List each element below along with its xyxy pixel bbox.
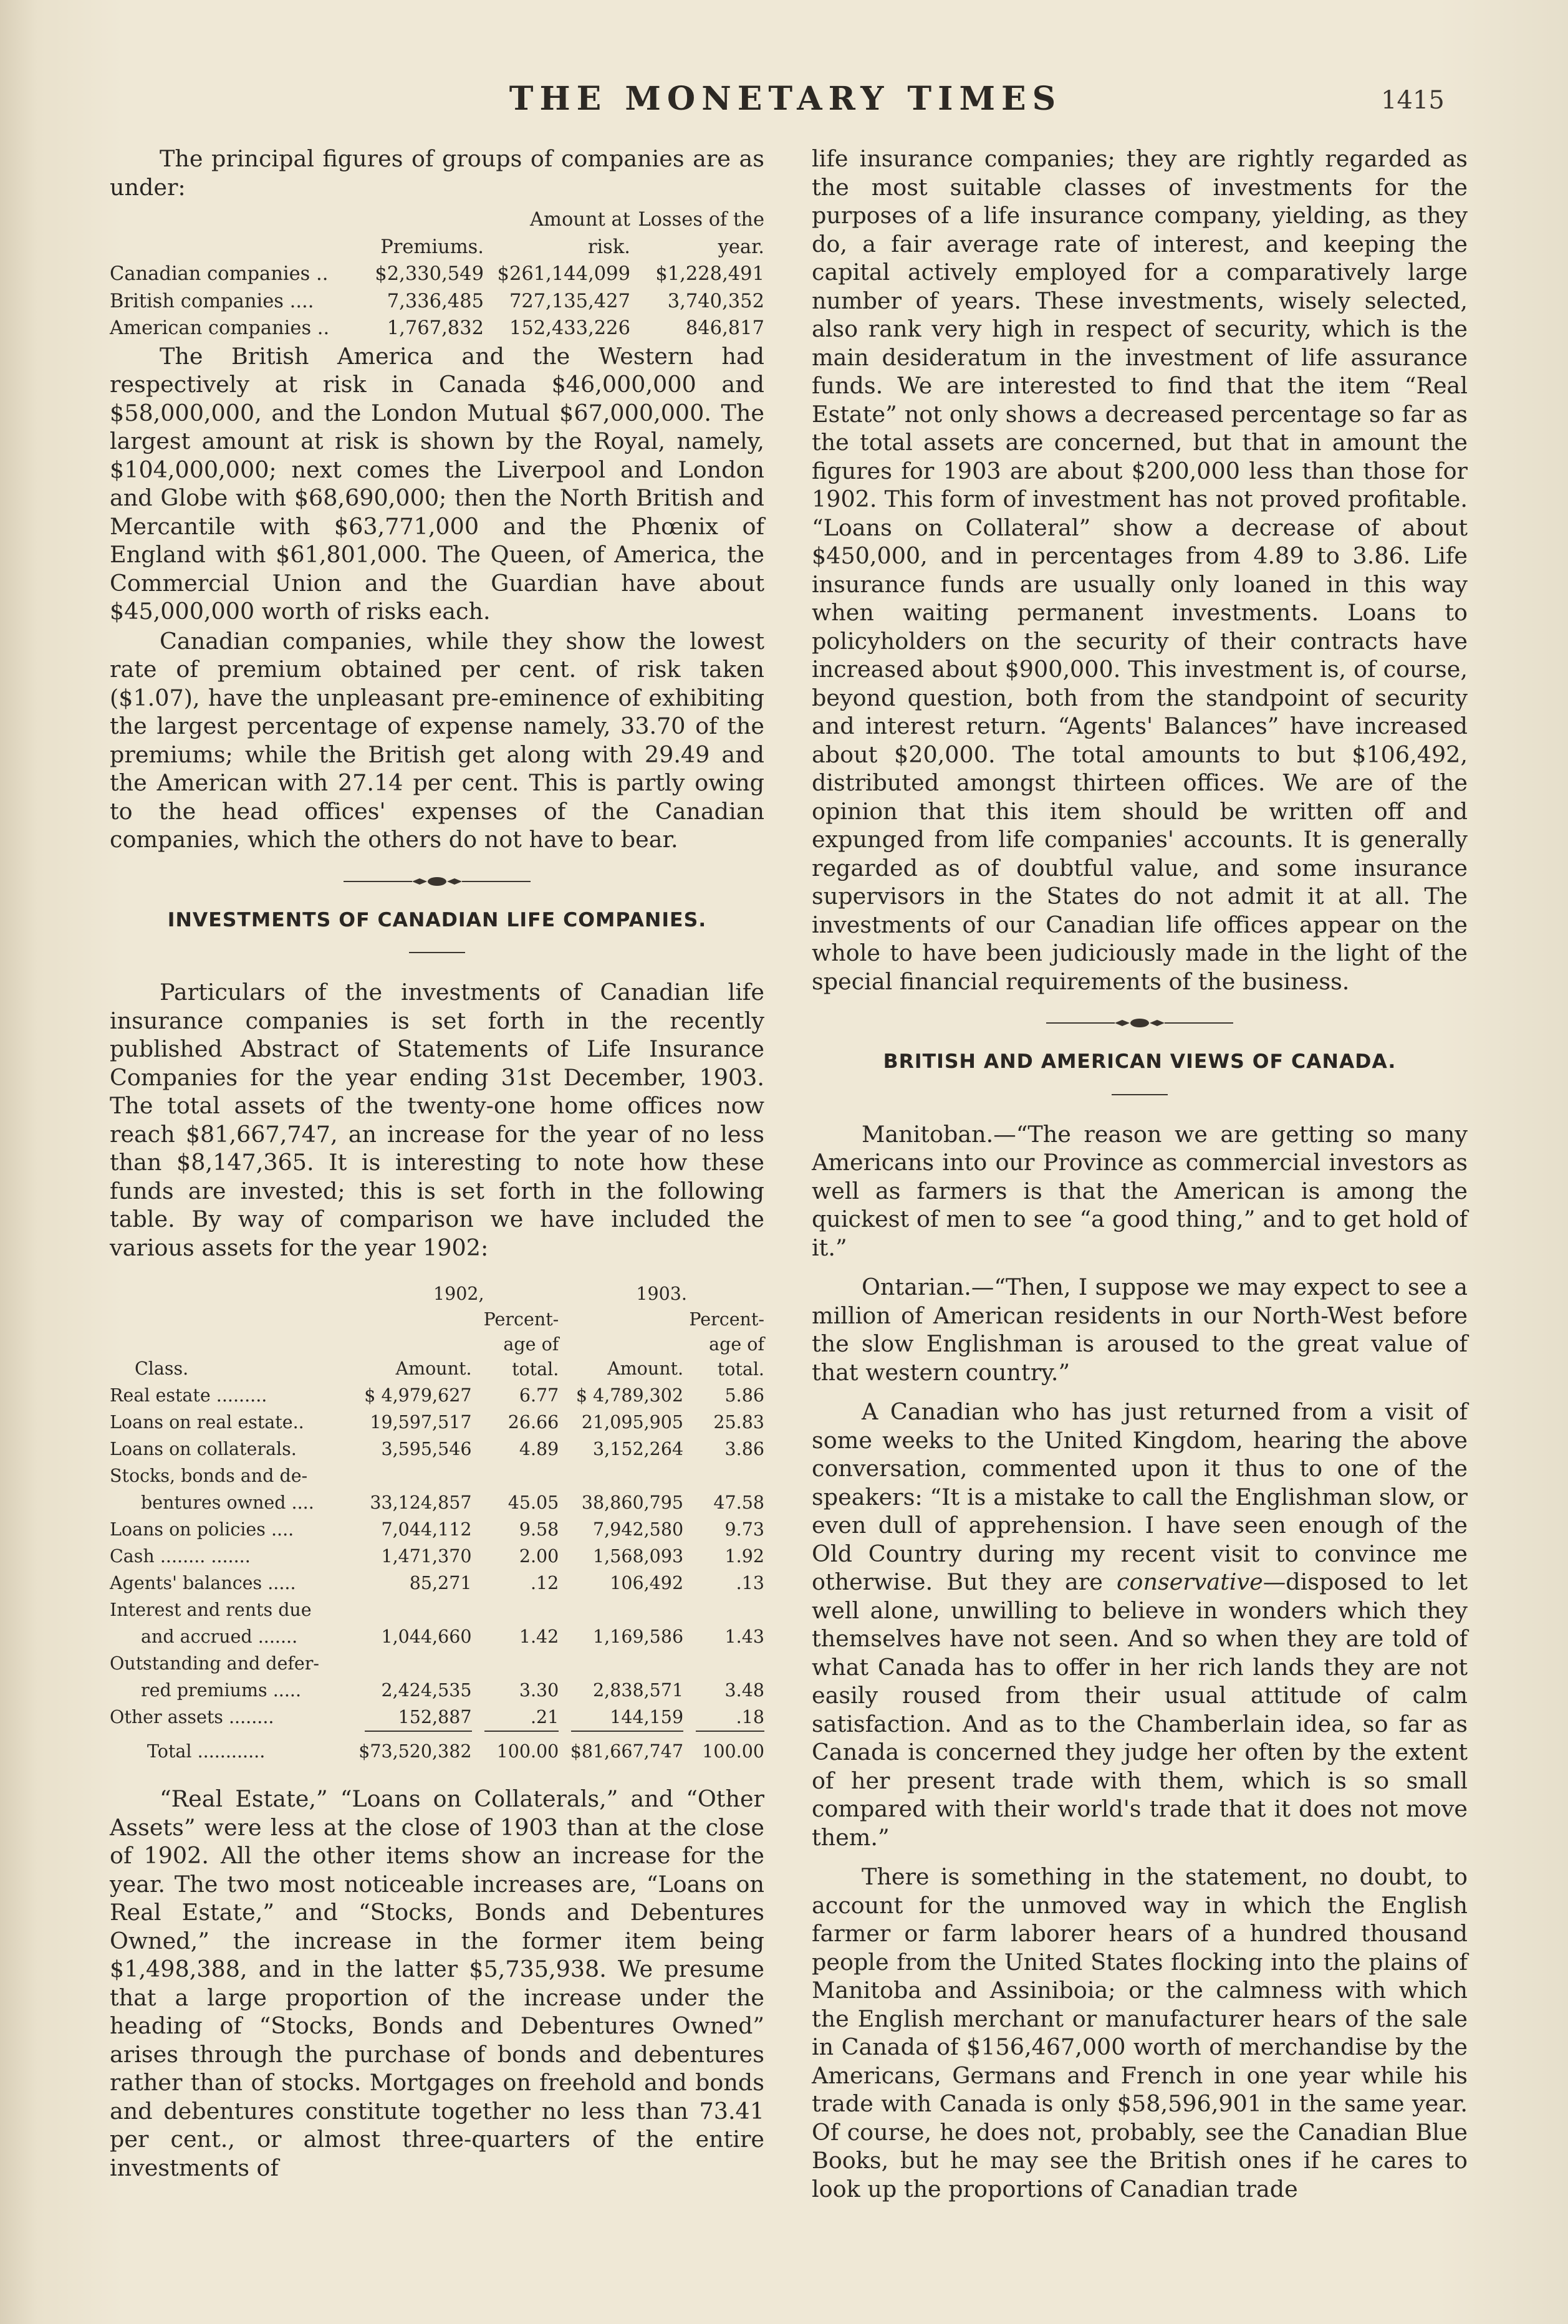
row-percent-1903: 47.58 — [713, 1492, 764, 1513]
row-premiums: $2,330,549 — [375, 263, 484, 285]
percent-label-line: age of — [503, 1334, 559, 1355]
row-amount-1902: 3,595,546 — [381, 1439, 472, 1459]
page-number: 1415 — [1381, 86, 1445, 115]
year-1902: 1902, — [433, 1284, 484, 1304]
row-amount: 152,433,226 — [509, 317, 630, 339]
row-percent-1903: .18 — [736, 1707, 764, 1727]
total-percent-1902: 100.00 — [496, 1741, 559, 1762]
emphasis-text: conservative — [1117, 1568, 1263, 1595]
row-amount-1903: 7,942,580 — [593, 1519, 684, 1540]
table-row-label-line — [110, 1462, 764, 1489]
percent-label-line: Percent- — [483, 1309, 559, 1330]
row-class-label: Loans on real estate.. — [110, 1412, 304, 1433]
row-amount: $261,144,099 — [497, 263, 630, 285]
percent-header-1902 — [472, 1307, 559, 1382]
percent-label-line: age of — [709, 1334, 764, 1355]
groups-header-premiums: Premiums. — [380, 236, 484, 258]
row-amount-1903: 3,152,264 — [593, 1439, 684, 1459]
publication-title: THE MONETARY TIMES — [509, 80, 1062, 118]
row-amount-1902: 85,271 — [409, 1573, 472, 1593]
row-premiums: 7,336,485 — [387, 290, 484, 312]
row-label: Canadian companies .. — [110, 263, 329, 285]
row-amount-1902: 1,471,370 — [381, 1546, 472, 1567]
row-percent-1903: .13 — [736, 1573, 764, 1593]
table-row — [110, 1382, 764, 1409]
table-row — [110, 1489, 764, 1516]
row-amount-1902: 33,124,857 — [370, 1492, 472, 1513]
row-amount-1903: 38,860,795 — [581, 1492, 684, 1513]
percent-label-line: Percent- — [689, 1309, 764, 1330]
groups-header-losses: Losses of the year. — [638, 209, 764, 258]
paragraph: The British America and the Western had respectively at risk in Canada $46,000,000 and $58,000,000, and the London Mutual $67,000,000. The largest amount at risk is shown by the Royal, namely, $104,000,000; next comes the Liverpool and London and Globe with $68,690,000; then the North British and Mercantile with $63,771,000 and the Phœnix of England with $61,801,000. The Queen, of America, the Commercial Union and the Guardian have about $45,000,000 worth of risks each. — [110, 342, 764, 625]
row-class-label: red premiums ..... — [141, 1680, 302, 1701]
row-amount-1902: $ 4,979,627 — [364, 1385, 472, 1406]
text-run: —disposed to let well alone, unwilling to believe in wonders which they themselves have not seen. And so when they are told of what Canada has to offer in her rich lands they are not easily roused from their usual attitude of calm satisfaction. And as to the Chamberlain idea, so far as Canada is concerned they judge her often by the extent of her present trade with them, which is so small compared with their world's trade that it does not move them.” — [812, 1568, 1468, 1851]
row-class-label: and accrued ....... — [141, 1626, 298, 1647]
amount-header-1903: Amount. — [607, 1358, 684, 1379]
total-row — [110, 1738, 764, 1765]
table-row — [110, 261, 764, 288]
table-row — [110, 1516, 764, 1543]
row-class-label: Interest and rents due — [110, 1600, 312, 1620]
row-percent-1902: 26.66 — [507, 1412, 559, 1433]
row-amount-1903: 21,095,905 — [581, 1412, 684, 1433]
paragraph: Ontarian.—“Then, I suppose we may expect to see a million of American residents in our North-West before the slow Englishman is aroused to the great value of that western country.” — [812, 1274, 1468, 1386]
percent-label-line: total. — [717, 1359, 764, 1380]
row-percent-1902: 1.42 — [519, 1626, 559, 1647]
table-row — [110, 1704, 764, 1731]
total-amount-1902: $73,520,382 — [358, 1741, 472, 1762]
row-percent-1902: 9.58 — [519, 1519, 559, 1540]
row-percent-1903: 25.83 — [713, 1412, 764, 1433]
paragraph: Manitoban.—“The reason we are getting so many Americans into our Province as commercial investors as well as farmers is that the American is among the quickest of men to see “a good thing,” and to get hold of it.” — [812, 1120, 1468, 1261]
row-amount-1903: 2,838,571 — [593, 1680, 684, 1701]
table-row — [110, 315, 764, 342]
section-heading: BRITISH AND AMERICAN VIEWS OF CANADA. — [883, 1050, 1397, 1073]
row-amount: 727,135,427 — [509, 290, 630, 312]
ornament-divider — [1046, 1017, 1233, 1029]
row-percent-1903: 9.73 — [724, 1519, 764, 1540]
row-class-label: Other assets ........ — [110, 1707, 274, 1727]
row-amount-1903: 1,169,586 — [593, 1626, 684, 1647]
row-percent-1902: .21 — [530, 1707, 559, 1727]
row-amount-1903: 144,159 — [610, 1707, 684, 1727]
total-amount-1903: $81,667,747 — [570, 1741, 684, 1762]
row-class-label: Real estate ......... — [110, 1385, 267, 1406]
assets-year-row — [110, 1280, 764, 1307]
groups-header-amount: Amount at risk. — [530, 209, 630, 258]
row-amount-1902: 152,887 — [398, 1707, 472, 1727]
table-row — [110, 1436, 764, 1462]
paragraph: life insurance companies; they are rightly regarded as the most suitable classes of investments for the purposes of a life insurance company, yielding, as they do, a fair average rate of interest, and keeping the capital actively employed for a comparatively large number of years. These investments, wisely selected, also rank very high in respect of security, which is the main desideratum in the investment of life assurance funds. We are interested to find that the item “Real Estate” not only shows a decreased percentage so far as the total assets are concerned, but that in amount the figures for 1903 are about $200,000 less than those for 1902. This form of investment has not proved profitable. “Loans on Collateral” show a decrease of about $450,000, and in percentages from 4.89 to 3.86. Life insurance funds are usually only loaned in this way when waiting permanent investments. Loans to policyholders on the security of their contracts have increased about $900,000. This investment is, of course, beyond question, both from the standpoint of security and interest return. “Agents' Balances” have increased about $20,000. The total amounts to but $106,492, distributed amongst thirteen offices. We are of the opinion that this item should be written off and expunged from life companies' accounts. It is generally regarded as of doubtful value, and some insurance supervisors in the States do not admit it at all. The investments of our Canadian life offices appear on the whole to have been judiciously made in the light of the special financial requirements of the business. — [812, 145, 1468, 995]
amount-header-1902: Amount. — [395, 1358, 472, 1379]
total-rule-row — [110, 1731, 764, 1738]
percent-header-1903 — [683, 1307, 764, 1382]
heading-rule — [409, 952, 465, 953]
table-row — [110, 1677, 764, 1704]
row-losses: 3,740,352 — [667, 290, 764, 312]
row-amount-1902: 2,424,535 — [381, 1680, 472, 1701]
assets-table — [110, 1280, 764, 1765]
table-row-label-line — [110, 1597, 764, 1623]
row-percent-1902: 2.00 — [519, 1546, 559, 1567]
paragraph: There is something in the statement, no doubt, to account for the unmoved way in which the English farmer or farm laborer hears of a hundred thousand people from the United States flocking into the plains of Manitoba and Assiniboia; or the calmness with which the English merchant or manufacturer hears of the sale in Canada of $156,467,000 worth of merchandise by the Americans, Germans and French in one year while his trade with Canada is only $58,596,901 in the same year. Of course, he does not, probably, see the Canadian Blue Books, but he may see the British ones if he cares to look up the proportions of Canadian trade — [812, 1863, 1468, 2202]
table-row — [110, 1543, 764, 1570]
row-class-label: Stocks, bonds and de- — [110, 1466, 308, 1486]
row-percent-1903: 1.43 — [724, 1626, 764, 1647]
row-class-label: Loans on policies .... — [110, 1519, 294, 1540]
row-amount-1902: 19,597,517 — [370, 1412, 472, 1433]
row-class-label: Loans on collaterals. — [110, 1439, 297, 1459]
text-run: A Canadian who has just returned from a visit of some weeks to the United Kingdom, hearing the above conversation, commented upon it thus to one of the speakers: “It is a mistake to call the Englishman slow, or even dull of apprehension. I have seen enough of the Old Country during my recent visit to convince me otherwise. But they are — [812, 1398, 1468, 1595]
table-row — [110, 1623, 764, 1650]
table-row — [110, 1409, 764, 1436]
row-class-label: Cash ........ ....... — [110, 1546, 251, 1567]
assets-table-body — [110, 1382, 764, 1731]
total-label: Total ............ — [147, 1741, 266, 1762]
row-losses: $1,228,491 — [655, 263, 764, 285]
row-amount-1902: 1,044,660 — [381, 1626, 472, 1647]
total-percent-1903: 100.00 — [702, 1741, 764, 1762]
table-row — [110, 1570, 764, 1597]
row-amount-1903: 1,568,093 — [593, 1546, 684, 1567]
groups-header-blank — [110, 206, 350, 261]
year-1903: 1903. — [636, 1284, 687, 1304]
assets-header-row — [110, 1307, 764, 1382]
table-row-label-line — [110, 1650, 764, 1677]
section-heading: INVESTMENTS OF CANADIAN LIFE COMPANIES. — [167, 908, 707, 931]
row-class-label: bentures owned .... — [141, 1492, 314, 1513]
row-percent-1902: 3.30 — [519, 1680, 559, 1701]
row-percent-1902: 4.89 — [519, 1439, 559, 1459]
right-column — [812, 145, 1468, 2203]
row-label: American companies .. — [110, 317, 330, 339]
row-percent-1902: 6.77 — [519, 1385, 559, 1406]
percent-label-line: total. — [512, 1359, 559, 1380]
groups-table-header — [110, 206, 764, 261]
ornament-divider — [344, 875, 531, 888]
row-percent-1903: 3.48 — [724, 1680, 764, 1701]
row-percent-1902: 45.05 — [507, 1492, 559, 1513]
row-amount-1903: 106,492 — [610, 1573, 684, 1593]
left-column — [110, 145, 764, 2182]
class-header: Class. — [135, 1358, 189, 1379]
groups-table — [110, 206, 764, 342]
heading-rule — [1112, 1094, 1168, 1095]
row-premiums: 1,767,832 — [387, 317, 484, 339]
paragraph: Particulars of the investments of Canadian life insurance companies is set forth in the recently published Abstract of Statements of Life Insurance Companies for the year ending 31st December, 1903. The total assets of the twenty-one home offices now reach $81,667,747, an increase for the year of no less than $8,147,365. It is interesting to note how these funds are invested; this is set forth in the following table. By way of comparison we have included the various assets for the year 1902: — [110, 979, 764, 1261]
row-class-label: Agents' balances ..... — [110, 1573, 296, 1593]
row-percent-1903: 5.86 — [724, 1385, 764, 1406]
row-amount-1903: $ 4,789,302 — [575, 1385, 684, 1406]
row-amount-1902: 7,044,112 — [381, 1519, 472, 1540]
table-row — [110, 288, 764, 315]
row-percent-1903: 1.92 — [724, 1546, 764, 1567]
paragraph — [812, 1398, 1468, 1851]
page-header — [0, 80, 1568, 117]
paragraph: “Real Estate,” “Loans on Collaterals,” and “Other Assets” were less at the close of 1903 than at the close of 1902. All the other items show an increase for the year. The two most noticeable increases are, “Loans on Real Estate,” and “Stocks, Bonds and Debentures Owned,” the increase in the former item being $1,498,388, and in the latter $5,735,938. We presume that a large proportion of the increase under the heading of “Stocks, Bonds and Debentures Owned” arises through the purchase of bonds and debentures rather than of stocks. Mortgages on freehold and bonds and debentures constitute together no less than 73.41 per cent., or almost three-quarters of the entire investments of — [110, 1785, 764, 2181]
row-class-label: Outstanding and defer- — [110, 1653, 320, 1674]
row-label: British companies .... — [110, 290, 314, 312]
groups-intro: The principal figures of groups of companies are as under: — [110, 145, 764, 201]
row-percent-1902: .12 — [530, 1573, 559, 1593]
paragraph: Canadian companies, while they show the lowest rate of premium obtained per cent. of risk taken ($1.07), have the unpleasant pre-eminence of exhibiting the largest percentage of expense namely, 33.70 of the premiums; while the British get along with 29.49 and the American with 27.14 per cent. This is partly owing to the head offices' expenses of the Canadian companies, which the others do not have to bear. — [110, 627, 764, 853]
row-percent-1903: 3.86 — [724, 1439, 764, 1459]
row-losses: 846,817 — [685, 317, 764, 339]
